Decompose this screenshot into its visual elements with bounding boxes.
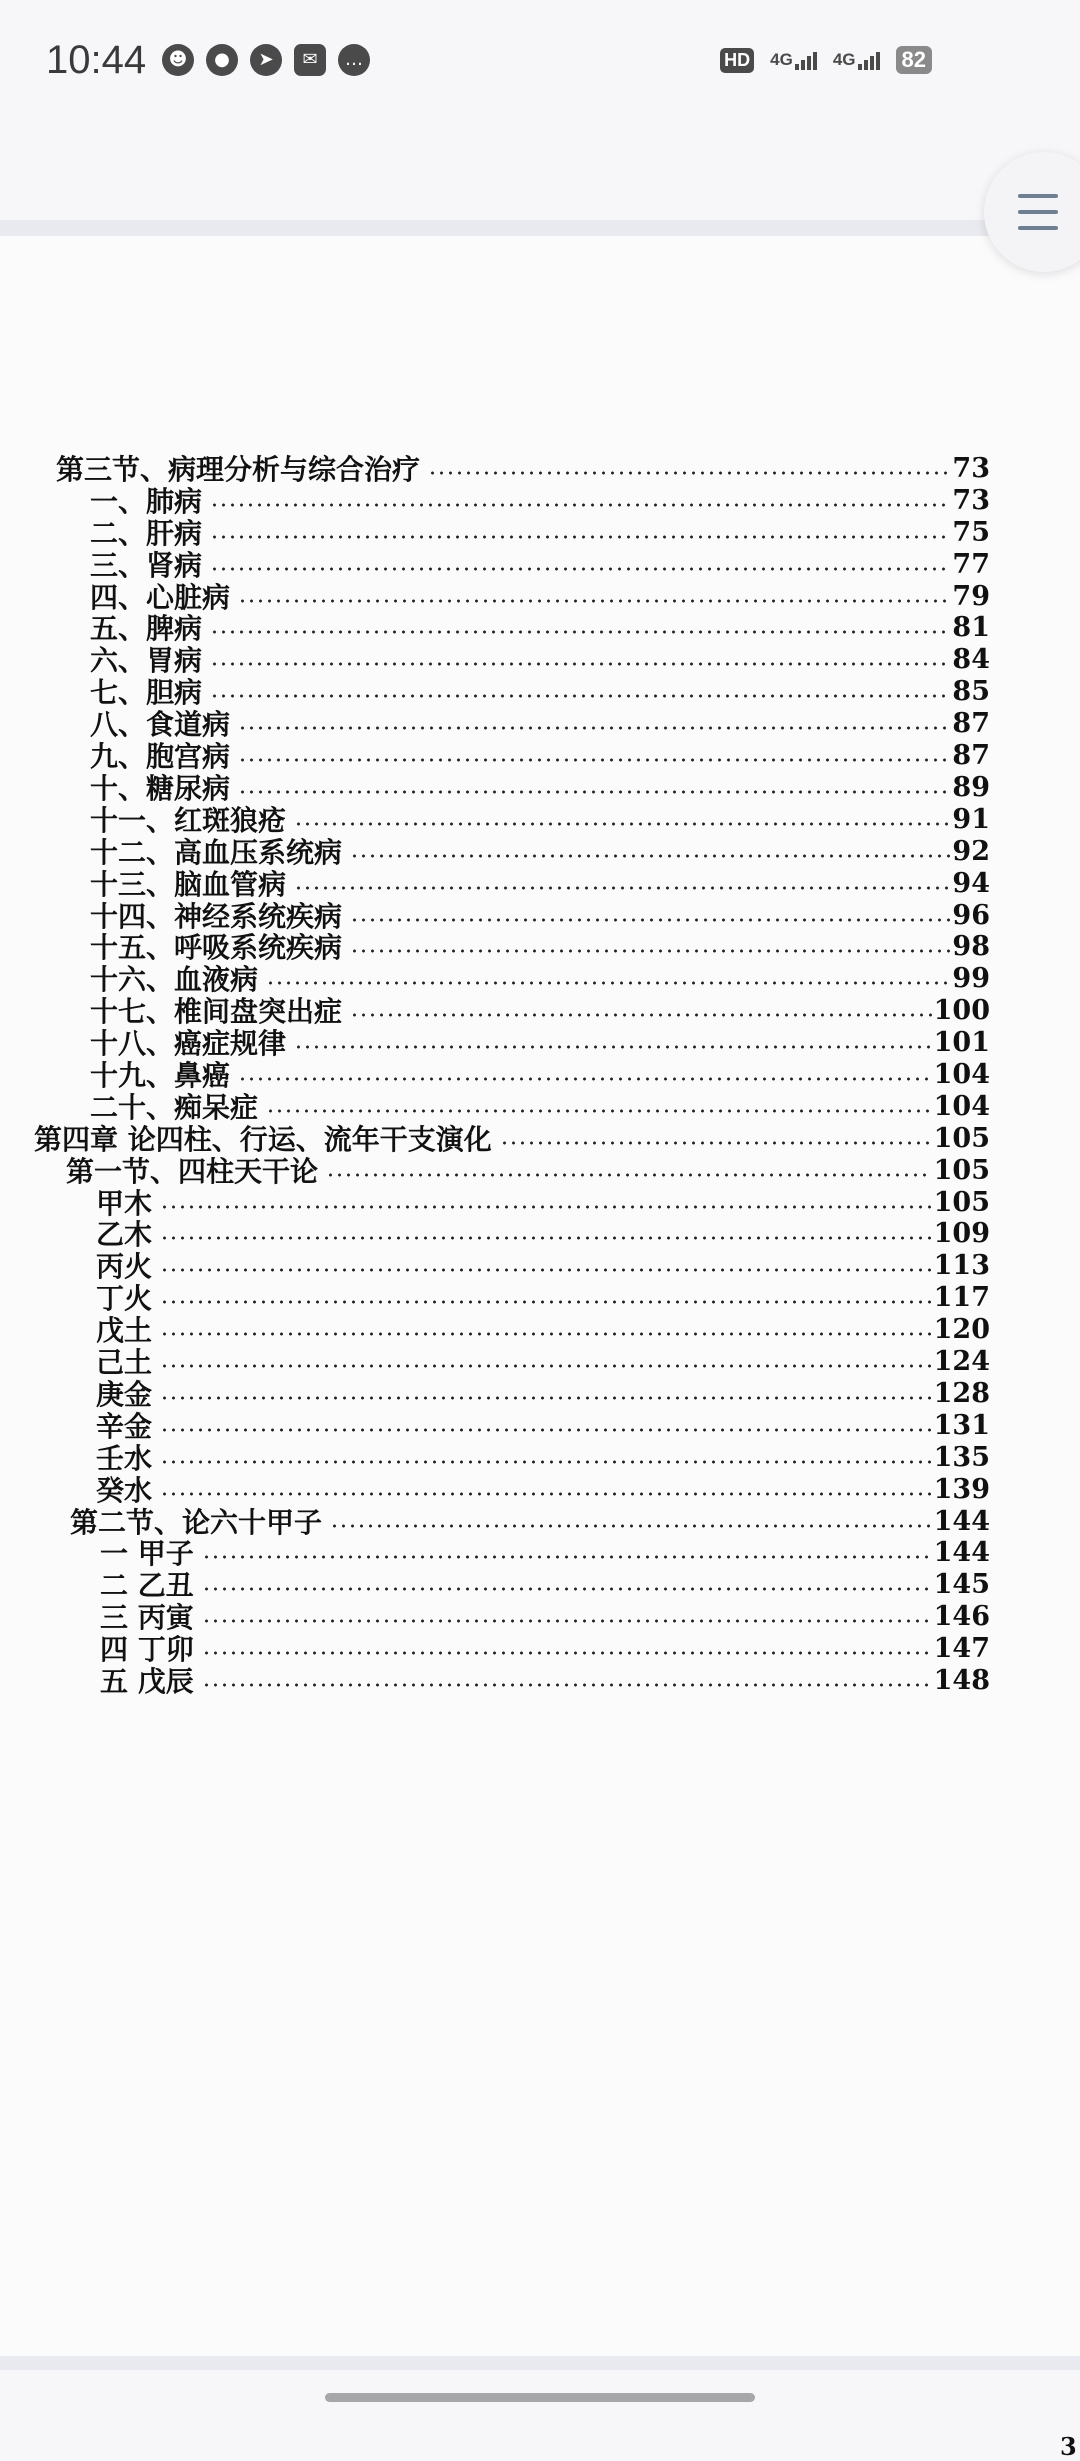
system-indicators — [720, 46, 932, 74]
toc-entry-page: 84 — [952, 643, 990, 675]
toc-leader-dots — [350, 918, 950, 922]
toc-entry-page: 148 — [933, 1664, 990, 1696]
toc-entry-page: 81 — [952, 611, 990, 643]
toc-entry-title: 十四、神经系统疾病 — [90, 900, 343, 933]
toc-entry-page: 75 — [952, 516, 990, 548]
toc-leader-dots — [500, 1141, 932, 1145]
status-time: 10:44 — [46, 38, 147, 82]
toc-leader-dots — [210, 567, 950, 571]
toc-entry-page: 109 — [933, 1217, 990, 1249]
toc-leader-dots — [160, 1396, 932, 1400]
toc-leader-dots — [160, 1300, 932, 1304]
toc-leader-dots — [202, 1619, 932, 1623]
document-page[interactable] — [0, 236, 1080, 2461]
toc-entry-page: 120 — [933, 1313, 990, 1345]
toc-leader-dots — [326, 1173, 932, 1177]
toc-leader-dots — [238, 599, 950, 603]
toc-entry-title: 一 甲子 — [100, 1537, 194, 1570]
toc-entry-title: 二 乙丑 — [100, 1569, 194, 1602]
toc-leader-dots — [202, 1555, 932, 1559]
toc-entry-page: 96 — [952, 899, 990, 931]
toc-entry-title: 壬水 — [96, 1442, 153, 1475]
fox-icon: ☻ — [162, 44, 194, 76]
toc-entry-title: 甲木 — [96, 1187, 153, 1220]
toc-entry-page: 79 — [952, 580, 990, 612]
toc-entry-page: 144 — [933, 1505, 990, 1537]
toc-leader-dots — [202, 1683, 932, 1687]
toc-entry-page: 94 — [952, 867, 990, 899]
message-icon: … — [338, 44, 370, 76]
toc-entry-page: 146 — [933, 1600, 990, 1632]
toc-entry-title: 十九、鼻癌 — [90, 1059, 231, 1092]
toc-leader-dots — [210, 503, 950, 507]
battery-icon: 82 — [896, 46, 932, 74]
signal-icon-sim2 — [833, 50, 880, 70]
toc-entry-title: 第三节、病理分析与综合治疗 — [56, 453, 421, 486]
toc-entry-title: 辛金 — [96, 1410, 153, 1443]
toc-entry-page: 128 — [933, 1377, 990, 1409]
toc-entry-title: 七、胆病 — [90, 676, 203, 709]
toc-entry-title: 癸水 — [96, 1474, 153, 1507]
toc-entry-title: 十五、呼吸系统疾病 — [90, 931, 343, 964]
toc-leader-dots — [160, 1364, 932, 1368]
toc-leader-dots — [202, 1651, 932, 1655]
toc-entry-page: 85 — [952, 675, 990, 707]
toc-leader-dots — [210, 694, 950, 698]
toc-entry-page: 105 — [933, 1186, 990, 1218]
toc-entry-title: 三 丙寅 — [100, 1601, 194, 1634]
toc-leader-dots — [350, 854, 950, 858]
toc-entry-title: 十八、癌症规律 — [90, 1027, 287, 1060]
toc-entry-page: 147 — [933, 1632, 990, 1664]
toc-entry-title: 十七、椎间盘突出症 — [90, 995, 343, 1028]
page-number: 3 — [1060, 2432, 1077, 2461]
toc-entry-title: 戊土 — [96, 1314, 153, 1347]
toc-entry-page: 117 — [933, 1281, 990, 1313]
toc-leader-dots — [160, 1236, 932, 1240]
toc-entry-title: 乙木 — [96, 1218, 153, 1251]
toc-entry-page: 98 — [952, 930, 990, 962]
sim1-label: 4G — [770, 50, 793, 69]
toc-entry-page: 73 — [952, 484, 990, 516]
toc-leader-dots — [266, 1109, 932, 1113]
toc-entry-page: 91 — [952, 803, 990, 835]
sim2-label: 4G — [832, 50, 856, 69]
toc-entry[interactable] — [100, 1658, 990, 1702]
toc-leader-dots — [238, 758, 950, 762]
toc-entry-title: 四 丁卯 — [100, 1633, 194, 1666]
toc-entry-page: 101 — [933, 1026, 990, 1058]
gesture-navigation-bar[interactable] — [325, 2393, 755, 2402]
toc-entry-title: 五 戊辰 — [100, 1665, 194, 1698]
toc-leader-dots — [160, 1332, 932, 1336]
toc-leader-dots — [428, 471, 950, 475]
toc-entry-title: 二、肝病 — [90, 517, 203, 550]
toc-entry-title: 六、胃病 — [90, 644, 203, 677]
toc-leader-dots — [160, 1492, 932, 1496]
toc-entry-title: 五、脾病 — [90, 612, 203, 645]
toc-entry-title: 十一、红斑狼疮 — [90, 804, 287, 837]
toc-entry-page: 105 — [933, 1122, 990, 1154]
status-bar — [0, 0, 1080, 130]
toc-leader-dots — [238, 726, 950, 730]
notification-icons — [162, 44, 370, 76]
toc-leader-dots — [238, 790, 950, 794]
reader-bottom-divider — [0, 2356, 1080, 2370]
toc-entry-title: 丙火 — [96, 1250, 153, 1283]
toc-leader-dots — [160, 1268, 932, 1272]
toc-entry-page: 113 — [933, 1249, 990, 1281]
toc-entry-page: 139 — [933, 1473, 990, 1505]
toc-entry-page: 131 — [933, 1409, 990, 1441]
toc-entry-title: 十三、脑血管病 — [90, 868, 287, 901]
toc-entry-page: 99 — [952, 962, 990, 994]
toc-leader-dots — [266, 981, 950, 985]
toc-leader-dots — [160, 1205, 932, 1209]
toc-entry-page: 73 — [952, 452, 990, 484]
toc-leader-dots — [202, 1587, 932, 1591]
toc-leader-dots — [350, 1013, 932, 1017]
toc-entry-title: 八、食道病 — [90, 708, 231, 741]
toc-entry-title: 己土 — [96, 1346, 153, 1379]
toc-entry-page: 105 — [933, 1154, 990, 1186]
toc-entry-title: 九、胞宫病 — [90, 740, 231, 773]
toc-entry-title: 十六、血液病 — [90, 963, 259, 996]
toc-leader-dots — [238, 1077, 932, 1081]
toc-entry-title: 第一节、四柱天干论 — [66, 1155, 319, 1188]
toc-entry-title: 三、肾病 — [90, 549, 203, 582]
toc-entry-page: 104 — [933, 1058, 990, 1090]
toc-entry-title: 十、糖尿病 — [90, 772, 231, 805]
toc-leader-dots — [294, 886, 950, 890]
toc-entry-title: 一、肺病 — [90, 485, 203, 518]
toc-entry-page: 124 — [933, 1345, 990, 1377]
toc-leader-dots — [210, 535, 950, 539]
toc-entry-title: 二十、痴呆症 — [90, 1091, 259, 1124]
toc-entry-title: 四、心脏病 — [90, 581, 231, 614]
toc-leader-dots — [210, 630, 950, 634]
hd-icon: HD — [720, 48, 754, 73]
reader-top-divider — [0, 220, 1080, 236]
toc-entry-page: 89 — [952, 771, 990, 803]
toc-leader-dots — [350, 949, 950, 953]
toc-entry-page: 100 — [933, 994, 990, 1026]
toc-leader-dots — [330, 1524, 932, 1528]
hamburger-icon — [1018, 194, 1058, 242]
signal-icon-sim1 — [770, 50, 817, 70]
toc-entry-page: 104 — [933, 1090, 990, 1122]
toc-entry-title: 第二节、论六十甲子 — [70, 1506, 323, 1539]
toc-leader-dots — [160, 1428, 932, 1432]
mail-icon: ✉ — [294, 44, 326, 76]
toc-entry-title: 十二、高血压系统病 — [90, 836, 343, 869]
toc-entry-page: 92 — [952, 835, 990, 867]
toc-entry-page: 144 — [933, 1536, 990, 1568]
toc-entry-page: 87 — [952, 739, 990, 771]
toc-entry-page: 135 — [933, 1441, 990, 1473]
toc-entry-title: 庚金 — [96, 1378, 153, 1411]
browser-icon: ➤ — [250, 44, 282, 76]
toc-entry-page: 87 — [952, 707, 990, 739]
toc-leader-dots — [210, 662, 950, 666]
toc-leader-dots — [160, 1460, 932, 1464]
wechat-icon: ● — [206, 44, 238, 76]
toc-leader-dots — [294, 822, 950, 826]
toc-entry-page: 145 — [933, 1568, 990, 1600]
toc-entry-page: 77 — [952, 548, 990, 580]
toc-leader-dots — [294, 1045, 932, 1049]
toc-entry-title: 丁火 — [96, 1282, 153, 1315]
toc-entry-title: 第四章 论四柱、行运、流年干支演化 — [34, 1123, 492, 1156]
